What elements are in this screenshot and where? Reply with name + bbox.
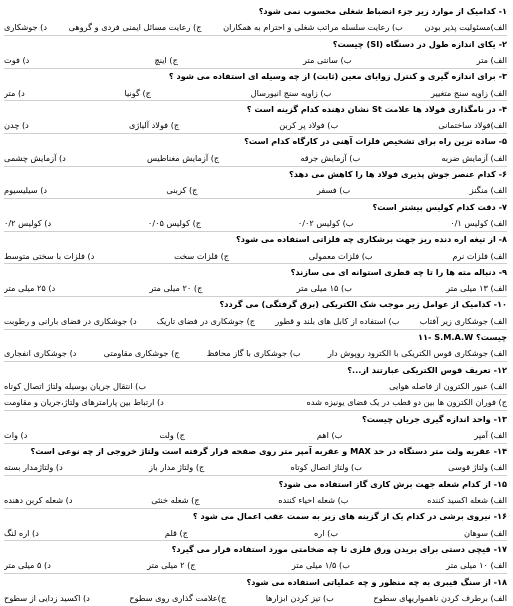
answer-option: د) ارتباط بین پارامترهای ولتاژ،جریان و مقاومت <box>4 397 164 408</box>
answer-option: الف) جوشکاری قوس الکتریکی با الکترود روپوش دار <box>327 348 507 359</box>
answer-option: ج) قلم <box>164 527 189 538</box>
answer-option: ب) سانتی متر <box>303 54 352 65</box>
answer-option: الف) ولتاژ قوسی <box>448 462 507 473</box>
answer-option: الف) آمپر <box>474 429 507 440</box>
options-row <box>4 557 507 573</box>
answer-option: ب) رعایت سلسله مراتب شغلی و احترام به همکاران <box>223 22 403 33</box>
options-row <box>4 525 507 541</box>
answer-option: ج) جوشکاری در فضای تاریک <box>156 315 256 326</box>
answer-option: ب) استفاده از کابل های بلند و قطور <box>275 315 400 326</box>
answer-option: ج) رعایت مسائل ایمنی فردی و گروهی <box>68 22 202 33</box>
options-row <box>4 215 507 231</box>
answer-option: ج) اینچ <box>154 54 178 65</box>
options-row <box>4 248 507 264</box>
answer-option: ب) کولیس ۰/۰۲ <box>297 217 354 228</box>
answer-option: الف) منگنز <box>469 185 507 196</box>
answer-option: ج) فولاد آلیاژی <box>128 120 180 131</box>
options-row <box>4 427 507 443</box>
answer-option: الف) عبور الکترون از فاصله هوایی <box>389 380 507 391</box>
answer-option: د) جوشکاری در فضای بارانی و رطوبت <box>4 315 137 326</box>
question-text: ۱۶- نیروی برشی در کدام یک از گزینه های زیر به سمت عقب اعمال می شود ؟ <box>192 511 507 522</box>
question-text: ۸- از تیغه اره دنده ریز جهت برشکاری چه فلزاتی استفاده می شود؟ <box>236 234 507 245</box>
answer-option: ج) ولت <box>159 429 185 440</box>
answer-option: الف) فلزات نرم <box>452 250 507 261</box>
answer-option: د) جوشکاری <box>4 22 48 33</box>
answer-option: ب) تیز کردن ابزارها <box>265 592 334 603</box>
answer-option: الف) زاویه سنج متغییر <box>431 87 507 98</box>
answer-option: د) متر <box>4 87 25 98</box>
options-row <box>4 378 507 394</box>
question-text: ۱- کدامیک از موارد زیر جزء انضباط شغلی محسوب نمی شود؟ <box>258 6 507 16</box>
answer-option: الف) ۱۳ میلی متر <box>446 283 507 294</box>
answer-option: ب) فولاد پر کربن <box>279 120 339 131</box>
options-row <box>4 345 507 361</box>
question-text: ۷- دقت کدام کولیس بیشتر است؟ <box>372 201 507 212</box>
options-row <box>4 280 507 296</box>
answer-option: ج) کربنی <box>166 185 198 196</box>
options-row <box>4 590 507 606</box>
answer-option: الف)مسئولیت پذیر بودن <box>424 22 507 33</box>
answer-option: ج) شعله خنثی <box>151 495 200 505</box>
answer-option: ب) آزمایش جرقه <box>300 152 361 163</box>
question-text: ۱۰- کدامیک از عوامل زیر موجب شک الکتریکی (برق گرفتگی) می گردد؟ <box>219 299 507 310</box>
options-row <box>4 459 507 475</box>
answer-option: الف) شعله اکسید کننده <box>427 495 507 505</box>
options-row <box>4 313 507 329</box>
answer-option: ج) آزمایش مغناطیس <box>146 152 220 163</box>
question-text: ۲- یکای اندازه طول در دستگاه (SI) چیست؟ <box>332 38 507 49</box>
answer-option: ج) فوران الکترون ها بین دو قطب در یک فضای یونیزه شده <box>306 397 507 408</box>
answer-option: ب) ۱/۵ میلی متر <box>291 560 350 571</box>
question-text: ۶- کدام عنصر جوش پذیری فولاد ها را کاهش می دهد؟ <box>289 169 507 179</box>
answer-option: الف) متر <box>476 54 507 65</box>
question-text: ۱۸- از سنگ فیبری به چه منظور و چه عملیاتی استفاده می شود؟ <box>246 576 507 587</box>
answer-option: د) ولتاژمدار بسته <box>4 462 63 473</box>
answer-option: د) آزمایش چشمی <box>4 152 66 163</box>
answer-option: ج) کولیس ۰/۰۵ <box>147 217 202 228</box>
answer-option: الف) جوشکاری زیر آفتاب <box>419 315 507 326</box>
answer-option: د) اره لنگ <box>4 527 39 538</box>
answer-option: ب) زاویه سنج انیورسال <box>250 87 332 98</box>
options-row <box>4 182 507 198</box>
answer-option: ب) ۱۵ میلی متر <box>296 283 352 294</box>
answer-option: ج) ولتاژ مدار باز <box>149 462 205 473</box>
question-text: ۹- دنباله مته ها را تا چه قطری استوانه ای می سازند؟ <box>290 266 507 277</box>
question-text: ۱۱- S.M.A.W چیست؟ <box>418 332 507 342</box>
options-row <box>4 150 507 166</box>
answer-option: د) فوت <box>4 54 30 65</box>
answer-option: د) جوشکاری انفجاری <box>4 348 77 359</box>
answer-option: د) اکسید زدایی از سطوح <box>4 592 90 603</box>
answer-option: ب) شعله احیاء کننده <box>278 495 349 505</box>
answer-option: الف) آزمایش ضربه <box>441 152 507 163</box>
answer-option: الف) سوهان <box>464 527 507 538</box>
answer-option: ب) جوشکاری با گاز محافظ <box>206 348 301 359</box>
answer-option: د) کولیس ۰/۲ <box>4 217 52 228</box>
options-row <box>4 19 507 35</box>
answer-option: د) شعله کربن دهنده <box>4 495 73 505</box>
options-row <box>4 394 507 410</box>
options-row <box>4 492 507 508</box>
question-text: ۱۷- قیچی دستی برای بریدن ورق فلزی تا چه ضخامتی مورد استفاده قرار می گیرد؟ <box>171 543 507 554</box>
answer-option: ج)علامت گذاری روی سطوح <box>129 592 227 603</box>
answer-option: الف)فولاد ساختمانی <box>438 120 507 131</box>
answer-option: د) فلزات با سختی متوسط <box>4 250 95 261</box>
answer-option: ب) اره <box>314 527 339 538</box>
answer-option: د) وات <box>4 429 28 440</box>
answer-option: الف) ۱۰ میلی متر <box>446 560 507 571</box>
options-row <box>4 117 507 133</box>
answer-option: ب) اهم <box>316 429 343 440</box>
answer-option: الف) برطرف کردن ناهمواریهای سطوح <box>373 592 507 603</box>
question-text: ۴- در نامگذاری فولاد ها علامت St نشان دهنده کدام گزینه است ؟ <box>246 103 507 114</box>
question-text: ۱۴- عقربه ولت متر دستگاه در حد MAX و عقربه آمپر متر روی صفحه قرار گرفته است ولتاژ خروجی از چه نوعی است؟ <box>30 446 507 457</box>
question-text: ۱۵- از کدام شعله جهت برش کاری گاز استفاده می شود؟ <box>278 478 507 489</box>
question-text: ۵- ساده ترین راه برای تشخیص فلزات آهنی در کارگاه کدام است؟ <box>244 136 507 147</box>
question-text: ۳- برای اندازه گیری و کنترل زوایای معین (ثابت) از چه وسیله ای استفاده می شود ؟ <box>168 71 507 82</box>
answer-option: ب) انتقال جریان بوسیله ولتاژ اتصال کوتاه <box>4 380 147 391</box>
answer-option: ب) فسفر <box>316 185 351 196</box>
options-row <box>4 52 507 68</box>
answer-option: ج) جوشکاری مقاومتی <box>103 348 180 359</box>
question-text: ۱۳- واحد اندازه گیری جریان چیست؟ <box>362 413 507 424</box>
answer-option: د) ۵ میلی متر <box>4 560 51 571</box>
question-text: ۱۲- تعریف قوس الکتریکی عبارتند از...؟ <box>347 364 507 375</box>
answer-option: ج) گونیا <box>124 87 151 98</box>
answer-option: د) چدن <box>4 120 29 131</box>
answer-option: ب) ولتاژ اتصال کوتاه <box>290 462 362 473</box>
answer-option: ج) فلزات سخت <box>174 250 230 261</box>
answer-option: د) ۲۵ میلی متر <box>4 283 56 294</box>
answer-option: ج) ۲۰ میلی متر <box>149 283 203 294</box>
answer-option: ج) ۲ میلی متر <box>147 560 196 571</box>
answer-option: ب) فلزات معمولی <box>308 250 373 261</box>
answer-option: الف) کولیس ۰/۱ <box>450 217 507 228</box>
options-row <box>4 85 507 101</box>
answer-option: د) سیلیسیوم <box>4 185 48 196</box>
